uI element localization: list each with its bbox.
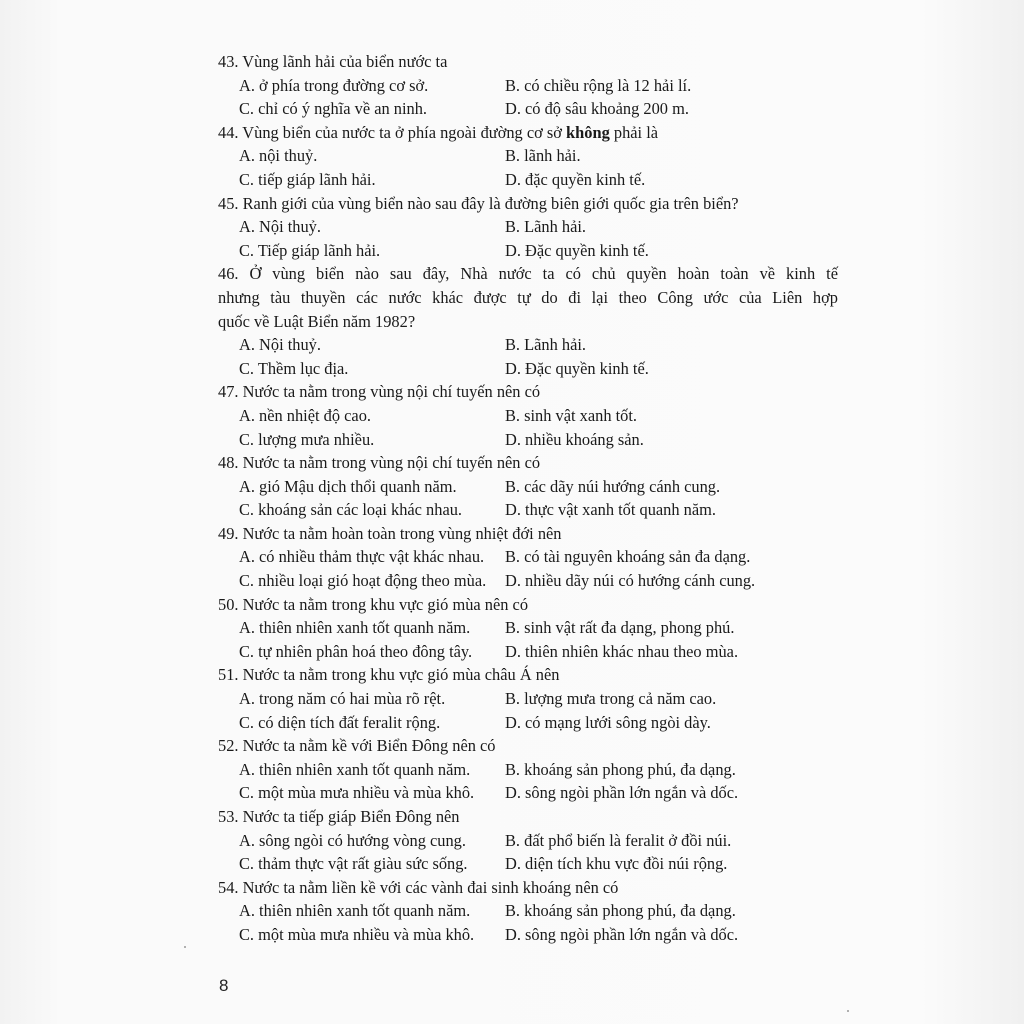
question-item — [218, 663, 838, 734]
answer-options — [218, 829, 838, 876]
scan-speck — [184, 946, 186, 948]
answer-options — [218, 333, 838, 380]
answer-option: B. khoáng sản phong phú, đa dạng. — [505, 901, 736, 921]
question-item — [218, 522, 838, 593]
answer-option: B. đất phổ biến là feralit ở đồi núi. — [505, 830, 732, 850]
question-item — [218, 734, 838, 805]
answer-options — [218, 899, 838, 946]
question-stem: 50. Nước ta nằm trong khu vực gió mùa nên có — [218, 594, 529, 614]
answer-option: D. Đặc quyền kinh tế. — [505, 240, 649, 260]
answer-option: B. lượng mưa trong cả năm cao. — [505, 689, 717, 709]
answer-option-row — [218, 899, 838, 923]
question-item — [218, 451, 838, 522]
answer-option: B. Lãnh hải. — [505, 217, 587, 237]
answer-options — [218, 545, 838, 592]
answer-option: D. diện tích khu vực đồi núi rộng. — [505, 854, 728, 874]
answer-option: A. thiên nhiên xanh tốt quanh năm. — [239, 759, 471, 779]
question-stem: 49. Nước ta nằm hoàn toàn trong vùng nhiệt đới nên — [218, 523, 562, 543]
answer-option-row — [218, 97, 838, 121]
answer-option: C. lượng mưa nhiều. — [239, 429, 375, 449]
answer-options — [218, 475, 838, 522]
answer-option: D. thiên nhiên khác nhau theo mùa. — [505, 641, 739, 661]
answer-option-row — [218, 852, 838, 876]
answer-option: D. sông ngòi phần lớn ngắn và dốc. — [505, 924, 739, 944]
question-item — [218, 262, 838, 380]
question-item — [218, 876, 838, 947]
answer-option: A. ở phía trong đường cơ sở. — [239, 75, 429, 95]
answer-option-row — [218, 333, 838, 357]
answer-option: B. có chiều rộng là 12 hải lí. — [505, 75, 692, 95]
question-item — [218, 380, 838, 451]
answer-option-row — [218, 781, 838, 805]
answer-option: A. thiên nhiên xanh tốt quanh năm. — [239, 901, 471, 921]
answer-option: D. nhiều khoáng sản. — [505, 429, 644, 449]
answer-option-row — [218, 545, 838, 569]
answer-option: C. Thềm lục địa. — [239, 358, 349, 378]
answer-option: A. nền nhiệt độ cao. — [239, 405, 371, 425]
answer-option: A. Nội thuỷ. — [239, 217, 321, 237]
answer-option: D. đặc quyền kinh tế. — [505, 169, 646, 189]
question-stem: 51. Nước ta nằm trong khu vực gió mùa châu Á nên — [218, 665, 560, 685]
answer-option-row — [218, 829, 838, 853]
answer-options — [218, 616, 838, 663]
answer-option: C. tự nhiên phân hoá theo đông tây. — [239, 641, 473, 661]
answer-option: A. nội thuỷ. — [239, 146, 318, 166]
answer-option: C. thảm thực vật rất giàu sức sống. — [239, 854, 468, 874]
answer-option: A. có nhiều thảm thực vật khác nhau. — [239, 547, 485, 567]
answer-option-row — [218, 640, 838, 664]
answer-option: D. có mạng lưới sông ngòi dày. — [505, 712, 711, 732]
question-item — [218, 121, 838, 192]
question-stem-emphasis: không — [566, 122, 610, 142]
answer-option: D. có độ sâu khoảng 200 m. — [505, 99, 689, 119]
answer-option: D. nhiều dãy núi có hướng cánh cung. — [505, 571, 756, 591]
answer-option: C. Tiếp giáp lãnh hải. — [239, 240, 381, 260]
question-stem: 54. Nước ta nằm liền kề với các vành đai sinh khoáng nên có — [218, 877, 619, 897]
answer-option: C. tiếp giáp lãnh hải. — [239, 169, 376, 189]
question-stem: quốc về Luật Biển năm 1982? — [218, 311, 416, 331]
answer-option: B. sinh vật rất đa dạng, phong phú. — [505, 618, 735, 638]
question-stem: 45. Ranh giới của vùng biển nào sau đây là đường biên giới quốc gia trên biển? — [218, 193, 739, 213]
answer-option-row — [218, 215, 838, 239]
scan-speck — [847, 1010, 849, 1012]
answer-option: C. chỉ có ý nghĩa về an ninh. — [239, 99, 427, 119]
answer-option-row — [218, 144, 838, 168]
answer-options — [218, 144, 838, 191]
question-item — [218, 805, 838, 876]
answer-option-row — [218, 687, 838, 711]
question-stem: 52. Nước ta nằm kề với Biển Đông nên có — [218, 736, 496, 756]
answer-option: C. một mùa mưa nhiều và mùa khô. — [239, 924, 475, 944]
answer-option-row — [218, 616, 838, 640]
answer-option-row — [218, 239, 838, 263]
answer-option: B. khoáng sản phong phú, đa dạng. — [505, 759, 736, 779]
page-number: 8 — [219, 976, 229, 995]
answer-option-row — [218, 569, 838, 593]
answer-options — [218, 215, 838, 262]
question-item — [218, 192, 838, 263]
answer-option: A. sông ngòi có hướng vòng cung. — [239, 830, 466, 850]
answer-option: B. Lãnh hải. — [505, 335, 587, 355]
question-item — [218, 593, 838, 664]
answer-option-row — [218, 711, 838, 735]
answer-option-row — [218, 74, 838, 98]
answer-option: D. Đặc quyền kinh tế. — [505, 358, 649, 378]
question-stem: 48. Nước ta nằm trong vùng nội chí tuyến nên có — [218, 453, 541, 473]
answer-option: B. có tài nguyên khoáng sản đa dạng. — [505, 547, 751, 567]
answer-options — [218, 404, 838, 451]
answer-option-row — [218, 498, 838, 522]
question-stem: 53. Nước ta tiếp giáp Biển Đông nên — [218, 807, 460, 826]
question-stem — [218, 121, 838, 145]
answer-option: B. các dãy núi hướng cánh cung. — [505, 476, 721, 496]
question-stem: nhưng tàu thuyền các nước khác được tự do đi lại theo Công ước của Liên hợp — [218, 287, 838, 307]
answer-option: C. một mùa mưa nhiều và mùa khô. — [239, 783, 475, 803]
answer-options — [218, 758, 838, 805]
answer-option-row — [218, 168, 838, 192]
answer-option-row — [218, 357, 838, 381]
answer-option: A. Nội thuỷ. — [239, 335, 321, 355]
answer-option: D. sông ngòi phần lớn ngắn và dốc. — [505, 783, 739, 803]
answer-options — [218, 74, 838, 121]
answer-option: B. sinh vật xanh tốt. — [505, 405, 638, 425]
answer-option: C. khoáng sản các loại khác nhau. — [239, 500, 463, 520]
answer-option: C. có diện tích đất feralit rộng. — [239, 712, 441, 732]
answer-option-row — [218, 923, 838, 947]
answer-option-row — [218, 758, 838, 782]
answer-option: A. trong năm có hai mùa rõ rệt. — [239, 689, 446, 709]
answer-option: A. thiên nhiên xanh tốt quanh năm. — [239, 618, 471, 638]
answer-option-row — [218, 475, 838, 499]
answer-option-row — [218, 428, 838, 452]
answer-options — [218, 687, 838, 734]
question-stem-text: 44. Vùng biển của nước ta ở phía ngoài đường cơ sở — [218, 122, 567, 142]
question-stem-text: phải là — [609, 122, 659, 142]
question-stem: 46. Ở vùng biển nào sau đây, Nhà nước ta có chủ quyền hoàn toàn về kinh tế — [218, 264, 838, 284]
question-stem: 47. Nước ta nằm trong vùng nội chí tuyến nên có — [218, 382, 541, 402]
answer-option: D. thực vật xanh tốt quanh năm. — [505, 500, 716, 520]
answer-option: B. lãnh hải. — [505, 146, 581, 166]
question-item — [218, 50, 838, 121]
answer-option: A. gió Mậu dịch thổi quanh năm. — [239, 476, 457, 496]
question-stem: 43. Vùng lãnh hải của biển nước ta — [218, 52, 448, 71]
answer-option: C. nhiều loại gió hoạt động theo mùa. — [239, 571, 487, 591]
answer-option-row — [218, 404, 838, 428]
question-list — [218, 50, 838, 947]
